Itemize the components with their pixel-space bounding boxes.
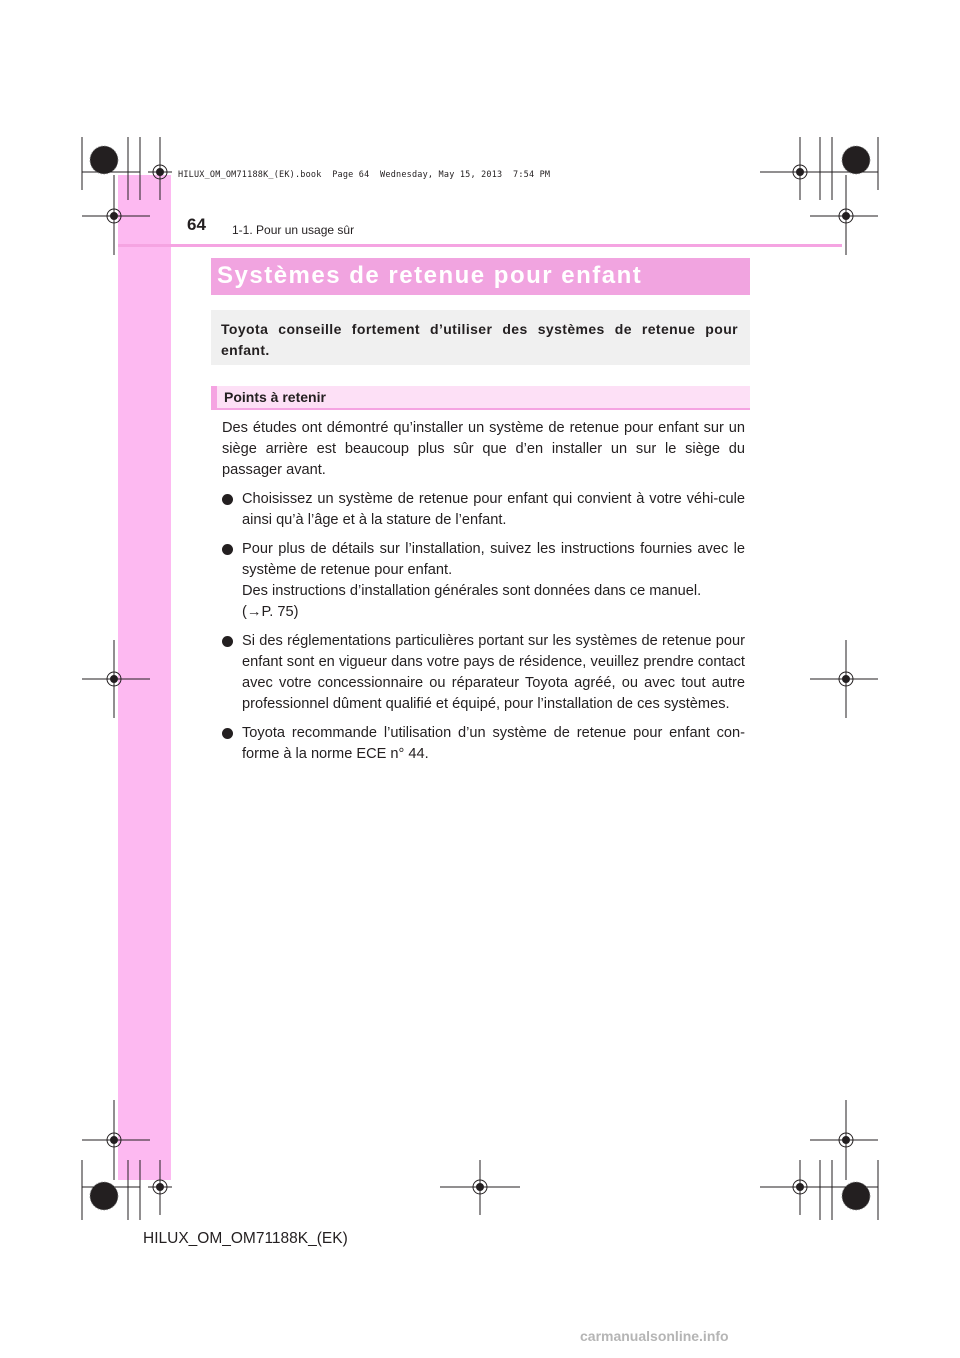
list-item bbox=[222, 539, 745, 623]
section-title: 1-1. Pour un usage sûr bbox=[232, 223, 355, 237]
footer-code: HILUX_OM_OM71188K_(EK) bbox=[143, 1230, 348, 1247]
body-text bbox=[222, 418, 745, 773]
bullet-text-line2: Des instructions d’installation générales sont données dans ce manuel. bbox=[242, 583, 702, 599]
page-number: 64 bbox=[187, 215, 206, 234]
bullet-icon bbox=[222, 494, 233, 505]
starburst-icon bbox=[90, 1182, 118, 1210]
starburst-icon bbox=[90, 146, 118, 174]
bullet-icon bbox=[222, 728, 233, 739]
starburst-icon bbox=[842, 146, 870, 174]
list-item bbox=[222, 489, 745, 531]
bullet-text: Toyota recommande l’utilisation d’un système de retenue pour enfant con-forme à la norme ECE n° 44. bbox=[242, 725, 745, 762]
bullet-text: Choisissez un système de retenue pour enfant qui convient à votre véhi-cule ainsi qu’à l’âge et à la stature de l’enfant. bbox=[242, 491, 745, 528]
page-reference-link[interactable]: (→P. 75) bbox=[242, 604, 299, 620]
intro-box bbox=[211, 310, 750, 365]
subsection-header bbox=[211, 386, 750, 410]
bullet-text: Si des réglementations particulières portant sur les systèmes de retenue pour enfant sont en vigueur dans votre pays de résidence, veuillez prendre contact avec votre concessionnaire ou réparateur Toyota agréé, ou avec tout autre professionnel dûment qualifié et équipé, pour l’installation de ces systèmes. bbox=[242, 633, 745, 712]
title-bar bbox=[211, 258, 750, 295]
bullet-icon bbox=[222, 544, 233, 555]
intro-paragraph: Des études ont démontré qu’installer un système de retenue pour enfant sur un siège arrière est beaucoup plus sûr que d’en installer un sur le siège du passager avant. bbox=[222, 420, 745, 478]
list-item bbox=[222, 631, 745, 715]
bullet-icon bbox=[222, 636, 233, 647]
list-item bbox=[222, 723, 745, 765]
watermark: carmanualsonline.info bbox=[580, 1328, 729, 1344]
starburst-icon bbox=[842, 1182, 870, 1210]
book-stamp: HILUX_OM_OM71188K_(EK).book Page 64 Wednesday, May 15, 2013 7:54 PM bbox=[178, 170, 551, 180]
subsection-title: Points à retenir bbox=[224, 389, 326, 405]
bullet-text: Pour plus de détails sur l’installation, suivez les instructions fournies avec le système de retenue pour enfant. bbox=[242, 541, 745, 578]
intro-text: Toyota conseille fortement d’utiliser des systèmes de retenue pour enfant. bbox=[221, 321, 738, 358]
page-title: Systèmes de retenue pour enfant bbox=[217, 262, 643, 289]
